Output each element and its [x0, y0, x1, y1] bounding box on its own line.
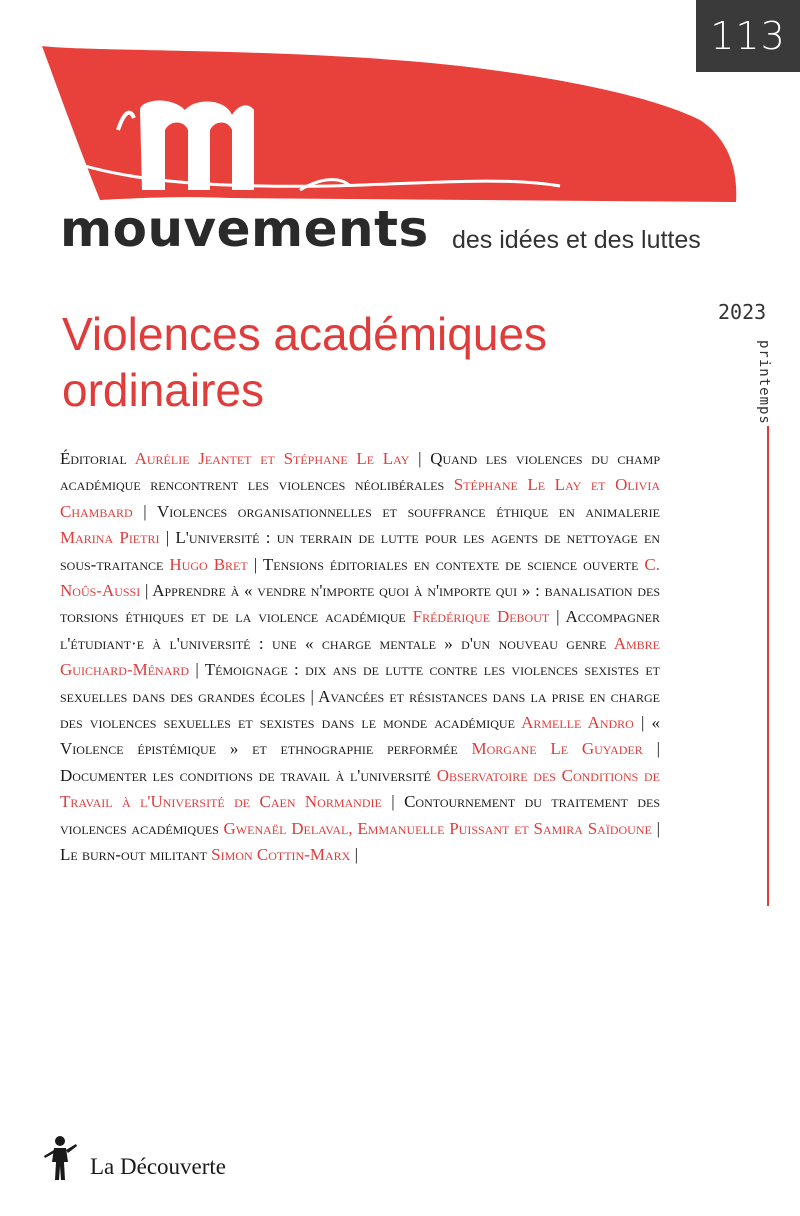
toc-author: Armelle Andro [521, 713, 634, 733]
toc-author: Hugo Bret [169, 554, 248, 574]
toc-entry: Contournement du traitement des violences académiques Gwenaël Delaval, Emmanuelle Puissant et Samira Saïdoune | [60, 792, 661, 838]
issue-title [62, 306, 547, 418]
issue-year: 2023 [718, 300, 767, 324]
figure-silhouette-icon [40, 1134, 80, 1184]
toc-entry: Documenter les conditions de travail à l'université Observatoire des Conditions de Travail à l'Université de Caen Normandie | [60, 765, 660, 812]
toc-entry: « Violence épistémique » et ethnographie performée Morgane Le Guyader | [60, 713, 660, 759]
toc-entry: Quand les violences du champ académique rencontrent les violences néolibérales Stéphane Le Lay et Olivia Chambard | [60, 449, 660, 521]
title-line-1: Violences académiques [62, 308, 548, 360]
toc-author: Aurélie Jeantet et Stéphane Le Lay [134, 449, 410, 468]
toc-author: Observatoire des Conditions de Travail à l'Université de Caen Normandie [60, 765, 660, 812]
table-of-contents [60, 446, 660, 869]
toc-entry: Tensions éditoriales en contexte de science ouverte C. Noûs-Aussi | [60, 554, 661, 601]
title-line-2: ordinaires [62, 364, 264, 416]
toc-entry: L'université : un terrain de lutte pour les agents de nettoyage en sous-traitance Hugo Bret | [60, 528, 661, 574]
issue-number-box [696, 0, 800, 72]
toc-author: Gwenaël Delaval, Emmanuelle Puissant et Samira Saïdoune [223, 818, 652, 838]
toc-entry: Violences organisationnelles et souffrance éthique en animalerie Marina Pietri | [60, 501, 660, 548]
toc-author: Marina Pietri [60, 528, 160, 548]
toc-entry: Témoignage : dix ans de lutte contre les violences sexistes et sexuelles dans des grandes écoles | [60, 660, 660, 706]
journal-tagline: des idées et des luttes [452, 226, 701, 254]
issue-number: 113 [710, 14, 786, 58]
masthead [60, 200, 760, 270]
publisher [40, 1134, 280, 1184]
toc-author: Ambre Guichard-Ménard [60, 633, 660, 680]
toc-author: Morgane Le Guyader [471, 739, 643, 759]
toc-entry: Avancées et résistances dans la prise en charge des violences sexuelles et sexistes dans le monde académique Armelle Andro | [60, 686, 660, 733]
issue-season: printemps [756, 340, 772, 425]
toc-author: Frédérique Debout [412, 607, 550, 627]
toc-author: Simon Cottin-Marx [211, 845, 351, 865]
toc-author: Stéphane Le Lay et Olivia Chambard [60, 475, 660, 521]
logo-m-swoosh [0, 0, 800, 215]
vertical-rule [767, 426, 769, 906]
toc-entry: Apprendre à « vendre n'importe quoi à n'importe qui » : banalisation des torsions éthiques et de la violence académique Frédérique Debout | [60, 581, 660, 627]
toc-entry: Éditorial Aurélie Jeantet et Stéphane Le Lay | [60, 449, 431, 468]
toc-entry: Accompagner l'étudiant·e à l'université : une « charge mentale » d'un nouveau genre Ambre Guichard-Ménard | [60, 607, 660, 680]
toc-author: C. Noûs-Aussi [60, 554, 661, 601]
publisher-name: La Découverte [90, 1154, 227, 1179]
journal-name: mouvements [60, 200, 429, 258]
toc-entry: Le burn-out militant Simon Cottin-Marx | [60, 845, 358, 865]
